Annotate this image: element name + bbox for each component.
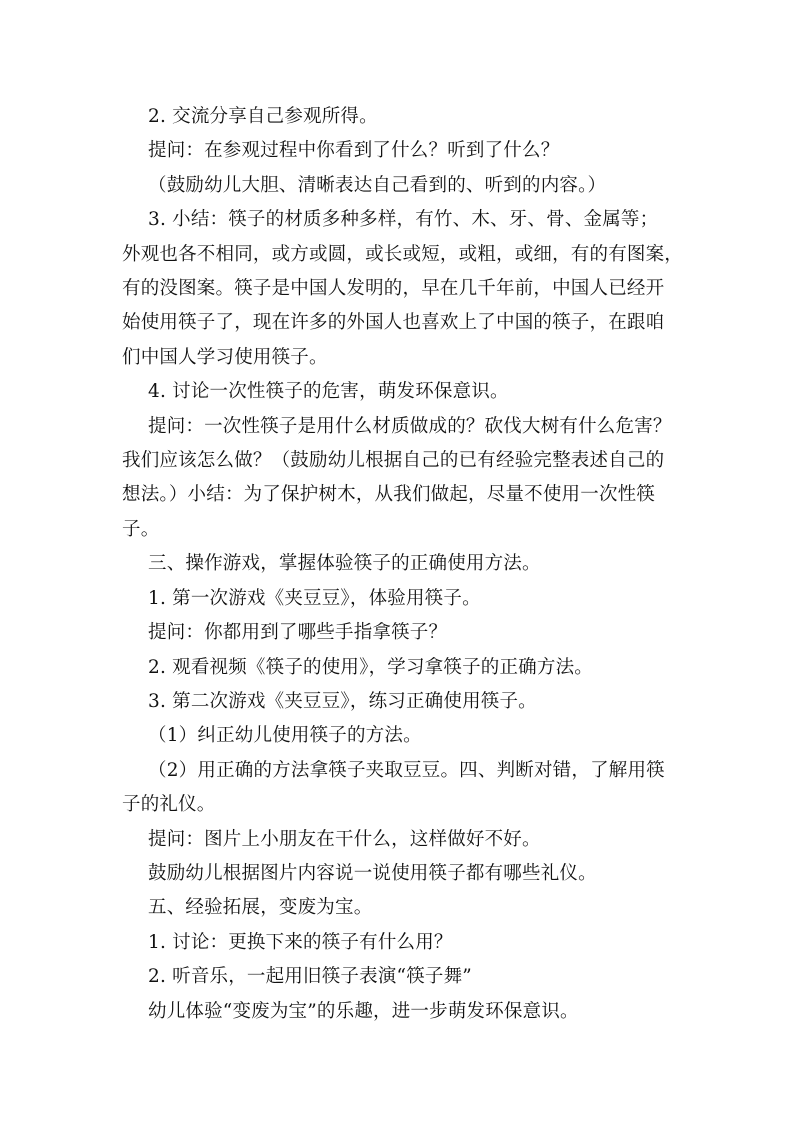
paragraph-line: 外观也各不相同，或方或圆，或长或短，或粗，或细，有的有图案， xyxy=(122,243,684,265)
paragraph-line: 们中国人学习使用筷子。 xyxy=(122,346,328,368)
paragraph-line: 2. 听音乐，一起用旧筷子表演“筷子舞” xyxy=(148,966,472,988)
paragraph-line: 2. 观看视频《筷子的使用》，学习拿筷子的正确方法。 xyxy=(148,656,593,678)
paragraph-line: 我们应该怎么做？（鼓励幼儿根据自己的已有经验完整表述自己的 xyxy=(122,450,665,472)
section-heading: 五、经验拓展，变废为宝。 xyxy=(148,897,373,919)
paragraph-line: 3. 小结：筷子的材质多种多样，有竹、木、牙、骨、金属等； xyxy=(148,209,659,231)
section-heading: 三、操作游戏，掌握体验筷子的正确使用方法。 xyxy=(148,553,541,575)
paragraph-line: （1）纠正幼儿使用筷子的方法。 xyxy=(148,725,422,747)
paragraph-line: 3. 第二次游戏《夹豆豆》，练习正确使用筷子。 xyxy=(148,690,537,712)
paragraph-line: 4. 讨论一次性筷子的危害，萌发环保意识。 xyxy=(148,381,509,403)
paragraph-line: 提问：一次性筷子是用什么材质做成的？砍伐大树有什么危害？ xyxy=(148,415,672,437)
document-body xyxy=(122,100,684,1029)
paragraph-line: 2. 交流分享自己参观所得。 xyxy=(148,106,378,127)
paragraph-line: （2）用正确的方法拿筷子夹取豆豆。四、判断对错，了解用筷 xyxy=(148,759,665,781)
paragraph-line: 幼儿体验“变废为宝”的乐趣，进一步萌发环保意识。 xyxy=(148,1000,579,1022)
paragraph-line: （鼓励幼儿大胆、清晰表达自己看到的、听到的内容。） xyxy=(148,174,607,196)
paragraph-line: 始使用筷子了，现在许多的外国人也喜欢上了中国的筷子，在跟咱 xyxy=(122,312,665,334)
paragraph-line: 子。 xyxy=(122,518,160,540)
paragraph-line: 提问：在参观过程中你看到了什么？听到了什么？ xyxy=(148,140,560,162)
paragraph-line: 想法。）小结：为了保护树木，从我们做起，尽量不使用一次性筷 xyxy=(122,484,656,506)
paragraph-line: 1. 讨论：更换下来的筷子有什么用？ xyxy=(148,931,453,953)
paragraph-line: 1. 第一次游戏《夹豆豆》，体验用筷子。 xyxy=(148,587,481,609)
paragraph-line: 有的没图案。筷子是中国人发明的，早在几千年前，中国人已经开 xyxy=(122,278,665,300)
paragraph-line: 提问：你都用到了哪些手指拿筷子？ xyxy=(148,622,448,644)
paragraph-line: 鼓励幼儿根据图片内容说一说使用筷子都有哪些礼仪。 xyxy=(148,862,597,884)
paragraph-line: 提问：图片上小朋友在干什么，这样做好不好。 xyxy=(148,828,541,850)
paragraph-line: 子的礼仪。 xyxy=(122,794,216,816)
